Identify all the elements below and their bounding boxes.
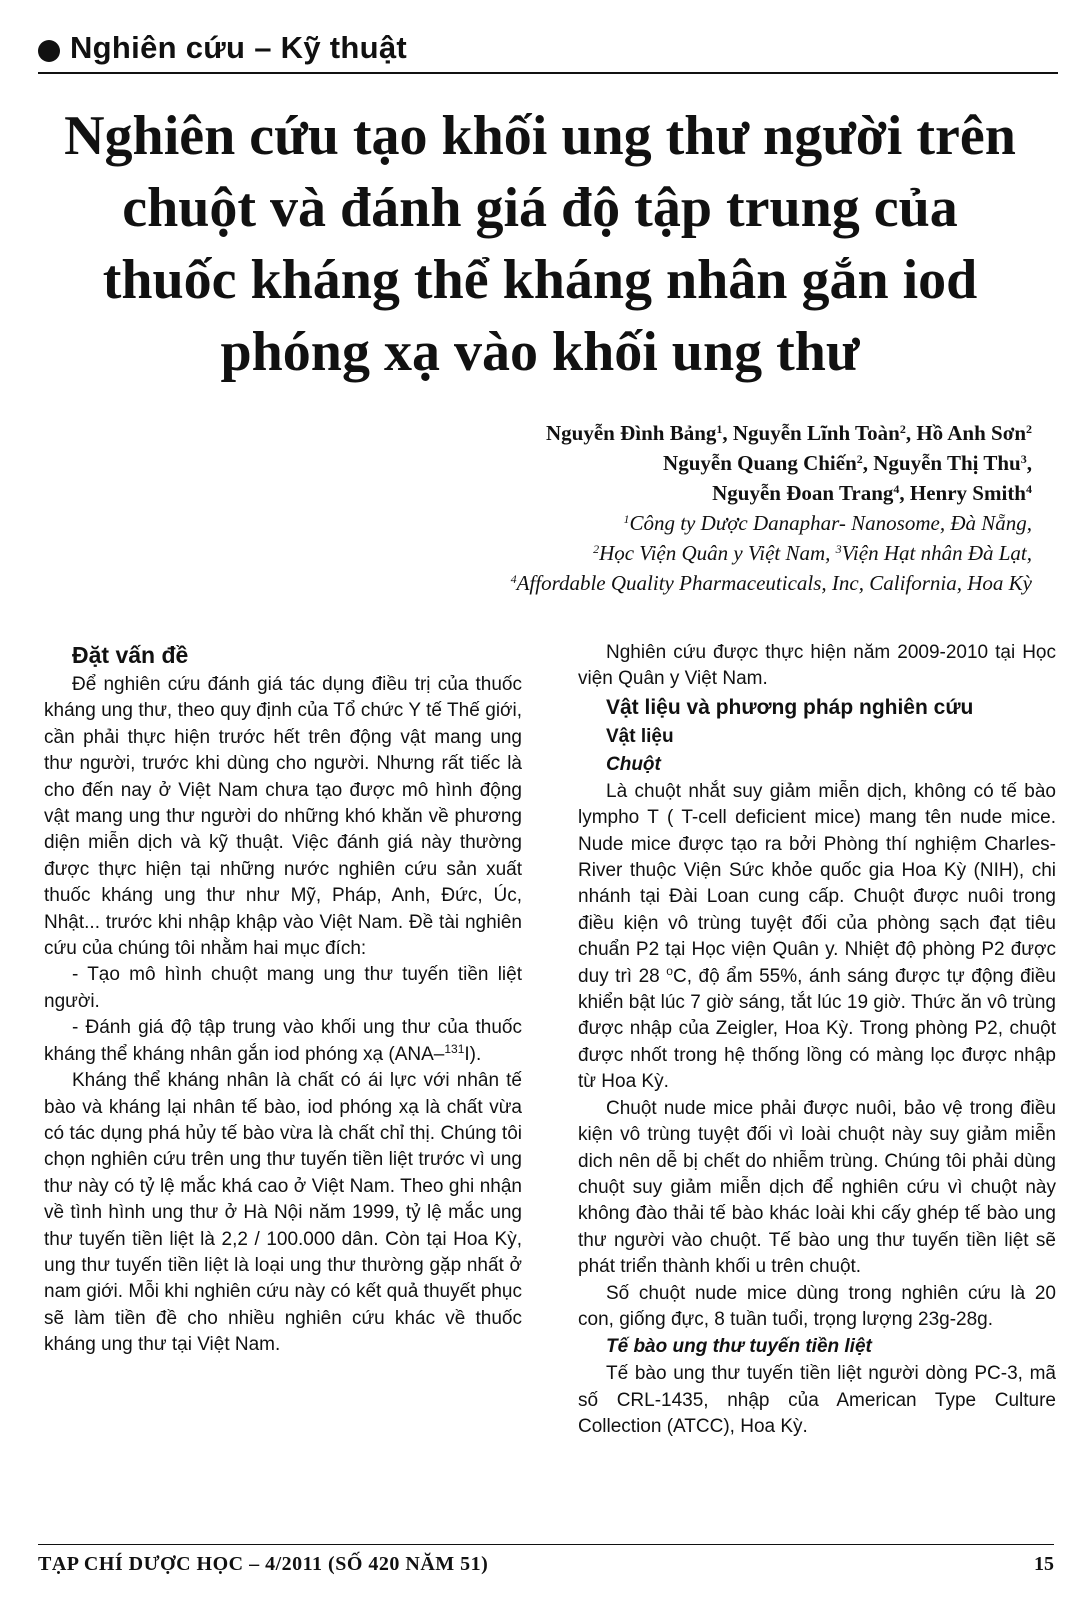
affiliations: $^1$Công ty Dược Danaphar- Nanosome, Đà Nẵng, $^2$Học Viện Quân y Việt Nam, $^3$Viện Hạt nhân Đà Lạt, $^4$Affordable Quality Pharmaceuticals, Inc, California, Hoa Kỳ — [510, 511, 1032, 595]
affiliation: Công ty Dược Danaphar- Nanosome, Đà Nẵng, — [629, 511, 1032, 535]
section-label: Nghiên cứu – Kỹ thuật — [70, 30, 408, 65]
left-column — [44, 640, 522, 1359]
paragraph: - Đánh giá độ tập trung vào khối ung thư của thuốc kháng thể kháng nhân gắn iod phóng xạ (ANA–$^{131}$I). — [44, 1017, 522, 1065]
paragraph: Số chuột nude mice dùng trong nghiên cứu là 20 con, giống đực, 8 tuần tuổi, trọng lượng 23g-28g. — [578, 1282, 1056, 1330]
author: Nguyễn Đoan Trang — [712, 481, 894, 505]
author-names: Nguyễn Đình Bảng$^1$, Nguyễn Lĩnh Toàn$^2$, Hồ Anh Sơn$^2$ Nguyễn Quang Chiến$^2$, Nguyễn Thị Thu$^3$, Nguyễn Đoan Trang$^4$, Henry Smith$^4$ — [545, 421, 1032, 505]
bullet-icon — [38, 40, 60, 62]
affiliation: Affordable Quality Pharmaceuticals, Inc, California, Hoa Kỳ — [516, 571, 1032, 595]
page-number: 15 — [1034, 1553, 1054, 1575]
journal-name: TẠP CHÍ DƯỢC HỌC – 4/2011 (SỐ 420 NĂM 51) — [38, 1553, 489, 1575]
right-column — [578, 640, 1056, 1441]
subheading-mice: Chuột — [606, 753, 661, 775]
section-heading-methods: Vật liệu và phương pháp nghiên cứu — [606, 695, 974, 719]
section-header — [38, 28, 1058, 74]
author: Nguyễn Thị Thu — [873, 451, 1021, 475]
paragraph: Tế bào ung thư tuyến tiền liệt người dòng PC-3, mã số CRL-1435, nhập của American Type Culture Collection (ATCC), Hoa Kỳ. — [578, 1363, 1056, 1438]
subheading-cells: Tế bào ung thư tuyến tiền liệt — [606, 1336, 872, 1358]
author: Nguyễn Quang Chiến — [663, 451, 857, 475]
paragraph: Chuột nude mice phải được nuôi, bảo vệ trong điều kiện vô trùng tuyệt đối vì loài chuột này suy giảm miễn dich nên dễ bị chết do nhiễm trùng. Chúng tôi phải dùng chuột suy giảm miễn dịch để nghiên cứu vì chuột này không đào thải tế bào khác loài khi cấy ghép tế bào ung thư người vào chuột. Tế bào ung thư tuyến tiền liệt sẽ phát triển thành khối u trên chuột. — [578, 1097, 1056, 1278]
author: Hồ Anh Sơn — [916, 421, 1026, 445]
paragraph: Nghiên cứu được thực hiện năm 2009-2010 tại Học viện Quân y Việt Nam. — [578, 642, 1056, 690]
article-title: Nghiên cứu tạo khối ung thư người trên chuột và đánh giá độ tập trung của thuốc kháng thể kháng nhân gắn iod phóng xạ vào khối ung thư — [64, 105, 1016, 383]
author: Henry Smith — [909, 481, 1026, 505]
author-block — [132, 418, 1032, 598]
page-footer — [38, 1544, 1054, 1585]
author: Nguyễn Đình Bảng — [545, 421, 717, 445]
paragraph: Kháng thể kháng nhân là chất có ái lực với nhân tế bào và kháng lại nhân tế bào, iod phóng xạ là chất vừa có tác dụng phá hủy tế bào vừa là chất chỉ thị. Chúng tôi chọn nghiên cứu trên ung thư tuyến tiền liệt trước vì ung thư này có tỷ lệ mắc khá cao ở Việt Nam. Theo ghi nhận về tình hình ung thư ở Hà Nội năm 1999, tỷ lệ mắc ung thư tuyến tiền liệt là 2,2 / 100.000 dân. Còn tại Hoa Kỳ, ung thư tuyến tiền liệt là loại ung thư thường gặp nhất ở nam giới. Mỗi khi nghiên cứu này có kết quả thuyết phục sẽ làm tiền đề cho nhiều nghiên cứu khác về thuốc kháng ung thư tại Việt Nam. — [44, 1070, 522, 1356]
section-heading-introduction: Đặt vấn đề — [72, 642, 189, 668]
paragraph: Để nghiên cứu đánh giá tác dụng điều trị của thuốc kháng ung thư, theo quy định của Tổ chức Y tế Thế giới, cần phải thực hiện trước hết trên động vật mang ung thư người, trước khi dùng cho người. Nhưng rất tiếc là cho đến nay ở Việt Nam chưa tạo được mô hình động vật mang ung thư người do những khó khăn về phương diện miễn dịch và kỹ thuật. Việc đánh giá này thường được thực hiện tại những nước nghiên cứu sản xuất thuốc kháng ung thư như Mỹ, Pháp, Anh, Đức, Úc, Nhật... trước khi nhập khập vào Việt Nam. Đề tài nghiên cứu của chúng tôi nhằm hai mục đích: — [44, 674, 522, 960]
author: Nguyễn Lĩnh Toàn — [732, 421, 900, 445]
paragraph: - Tạo mô hình chuột mang ung thư tuyến tiền liệt người. — [44, 964, 522, 1012]
affiliation: Học Viện Quân y Việt Nam, — [599, 541, 831, 565]
subheading-materials: Vật liệu — [606, 725, 674, 747]
paragraph: Là chuột nhắt suy giảm miễn dịch, không có tế bào lympho T ( T-cell deficient mice) mang tên nude mice. Nude mice được tạo ra bởi Phòng thí nghiệm Charles-River thuộc Viện Sức khỏe quốc gia Hoa Kỳ (NIH), chi nhánh tại Đài Loan cung cấp. Chuột được nuôi trong điều kiện vô trùng tuyệt đối của phòng sạch đạt tiêu chuẩn P2 tại Học viện Quân y. Nhiệt độ phòng P2 được duy trì 28 $^o$C, độ ẩm 55%, ánh sáng được tự động điều khiển bật lúc 7 giờ sáng, tắt lúc 19 giờ. Thức ăn vô trùng được nhập của Zeigler, Hoa Kỳ. Trong phòng P2, chuột được nhốt trong hệ thống lồng có màng lọc được nhập từ Hoa Kỳ. — [578, 780, 1056, 1093]
affiliation: Viện Hạt nhân Đà Lạt, — [841, 541, 1032, 565]
